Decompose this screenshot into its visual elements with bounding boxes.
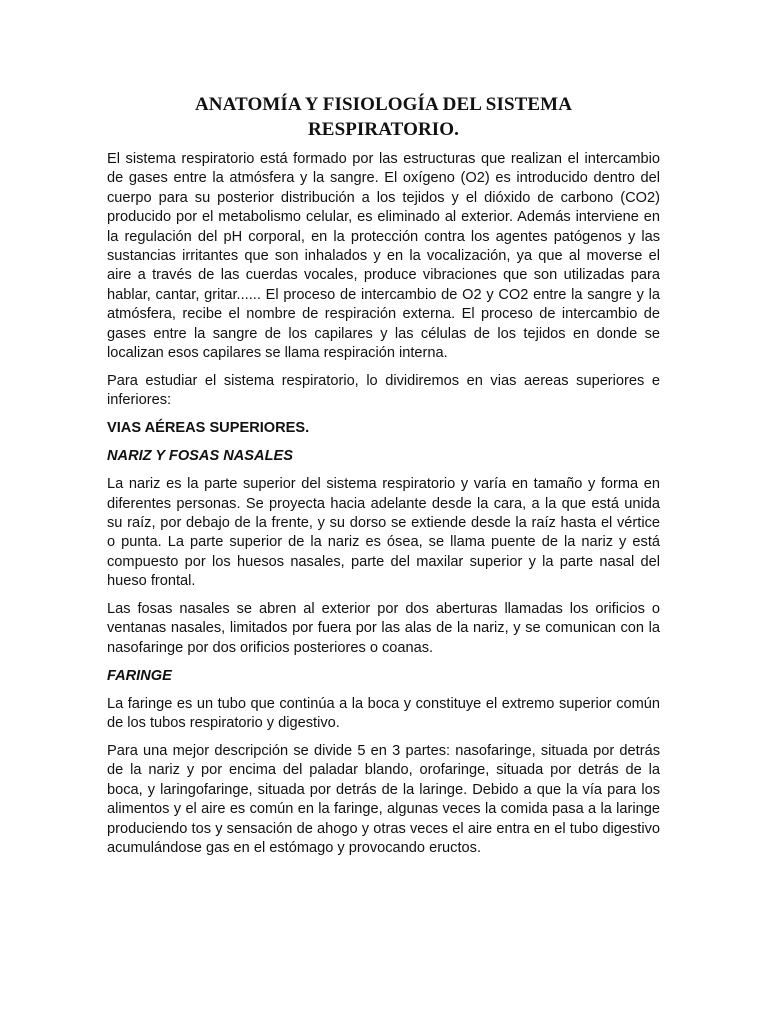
title-line-1: ANATOMÍA Y FISIOLOGÍA DEL SISTEMA bbox=[194, 94, 573, 115]
paragraph-faringe-2: Para una mejor descripción se divide 5 en 3 partes: nasofaringe, situada por detrás de la nariz y por encima del paladar blando, orofaringe, situada por detrás de la boca, y laringofaringe, situada por detrás de la laringe. Debido a que la vía para los alimentos y el aire es común en la faringe, algunas veces la comida pasa a la laringe produciendo tos y sensación de ahogo y otras veces el aire entra en el tubo digestivo acumulándose gas en el estómago y provocando eructos. bbox=[107, 742, 660, 856]
paragraph-faringe-1: La faringe es un tubo que continúa a la boca y constituye el extremo superior común de los tubos respiratorio y digestivo. bbox=[107, 695, 660, 732]
paragraph-division: Para estudiar el sistema respiratorio, lo dividiremos en vias aereas superiores e inferiores: bbox=[107, 372, 660, 409]
paragraph-nariz-2: Las fosas nasales se abren al exterior por dos aberturas llamadas los orificios o ventanas nasales, limitados por fuera por las alas de la nariz, y se comunican con la nasofaringe por dos orificios posteriores o coanas. bbox=[107, 601, 660, 656]
paragraph-nariz-1: La nariz es la parte superior del sistema respiratorio y varía en tamaño y forma en diferentes personas. Se proyecta hacia adelante desde la cara, a la que está unida su raíz, por debajo de la frente, y su dorso se extiende desde la raíz hasta el vértice o punta. La parte superior de la nariz es ósea, se llama puente de la nariz y está compuesto por los huesos nasales, parte del maxilar superior y la parte nasal del hueso frontal. bbox=[107, 476, 660, 590]
paragraph-intro: El sistema respiratorio está formado por las estructuras que realizan el intercambio de gases entre la atmósfera y la sangre. El oxígeno (O2) es introducido dentro del cuerpo para su posterior distribución a los tejidos y el dióxido de carbono (CO2) producido por el metabolismo celular, es eliminado al exterior. Además interviene en la regulación del pH corporal, en la protección contra los agentes patógenos y las sustancias irritantes que son inhalados y en la vocalización, ya que al moverse el aire a través de las cuerdas vocales, produce vibraciones que son utilizadas para hablar, cantar, gritar...... El proceso de intercambio de O2 y CO2 entre la sangre y la atmósfera, recibe el nombre de respiración externa. El proceso de intercambio de gases entre la sangre de los capilares y las células de los tejidos en donde se localizan esos capilares se llama respiración interna. bbox=[107, 151, 660, 362]
document-title bbox=[107, 92, 660, 142]
heading-nariz: NARIZ Y FOSAS NASALES bbox=[107, 448, 293, 465]
title-line-2: RESPIRATORIO. bbox=[307, 119, 460, 140]
heading-faringe: FARINGE bbox=[107, 667, 172, 684]
heading-vias-superiores: VIAS AÉREAS SUPERIORES. bbox=[107, 420, 310, 437]
